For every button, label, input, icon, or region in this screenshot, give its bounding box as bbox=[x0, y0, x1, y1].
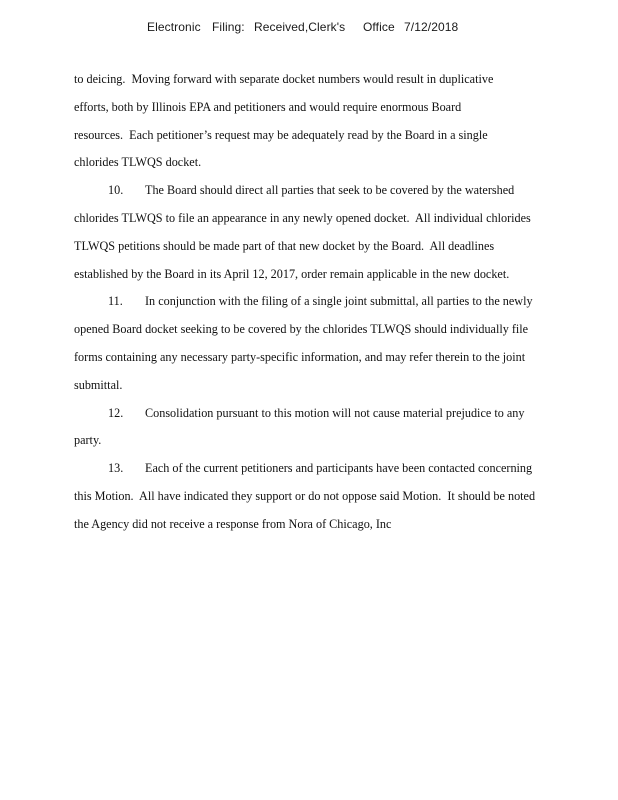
paragraph-number: 11. bbox=[108, 294, 123, 309]
text-line: Consolidation pursuant to this motion will not cause material prejudice to any bbox=[145, 405, 525, 420]
document-body bbox=[74, 66, 594, 539]
filing-stamp-word-received: Received,Clerk's bbox=[254, 20, 346, 34]
text-line: opened Board docket seeking to be covered by the chlorides TLWQS should individually file bbox=[74, 322, 529, 337]
continued-paragraph bbox=[74, 66, 594, 177]
paragraph-number: 10. bbox=[108, 183, 124, 198]
text-line: Each of the current petitioners and participants have been contacted concerning bbox=[145, 461, 533, 476]
paragraph-first-line bbox=[74, 177, 594, 205]
text-line: The Board should direct all parties that seek to be covered by the watershed bbox=[145, 183, 515, 198]
text-line: submittal. bbox=[74, 377, 123, 392]
paragraph-12 bbox=[74, 400, 594, 456]
text-line: this Motion. All have indicated they support or do not oppose said Motion. It should be noted bbox=[74, 488, 536, 503]
paragraph-11 bbox=[74, 288, 594, 399]
text-line: TLWQS petitions should be made part of that new docket by the Board. All deadlines bbox=[74, 238, 495, 253]
text-line: forms containing any necessary party-specific information, and may refer therein to the joint bbox=[74, 349, 526, 364]
text-line: chlorides TLWQS to file an appearance in any newly opened docket. All individual chlorides bbox=[74, 210, 531, 225]
text-line: efforts, both by Illinois EPA and petitioners and would require enormous Board bbox=[74, 99, 462, 114]
paragraph-first-line bbox=[74, 455, 594, 483]
paragraph-first-line bbox=[74, 288, 594, 316]
paragraph-number: 13. bbox=[108, 461, 124, 476]
paragraph-13 bbox=[74, 455, 594, 538]
paragraph-10 bbox=[74, 177, 594, 288]
text-line: the Agency did not receive a response from Nora of Chicago, Inc bbox=[74, 516, 392, 531]
filing-stamp-word-filing: Filing: bbox=[212, 20, 245, 34]
filing-stamp-word-electronic: Electronic bbox=[147, 20, 201, 34]
text-line: chlorides TLWQS docket. bbox=[74, 155, 202, 170]
text-line: to deicing. Moving forward with separate docket numbers would result in duplicative bbox=[74, 72, 494, 86]
text-line: resources. Each petitioner’s request may be adequately read by the Board in a single bbox=[74, 127, 488, 142]
paragraph-number: 12. bbox=[108, 405, 124, 420]
filing-stamp-date: 7/12/2018 bbox=[404, 20, 459, 34]
filing-stamp-word-office: Office bbox=[363, 20, 395, 34]
text-line: party. bbox=[74, 433, 102, 448]
text-line: established by the Board in its April 12, 2017, order remain applicable in the new docket. bbox=[74, 266, 510, 281]
paragraph-first-line bbox=[74, 400, 594, 428]
text-line: In conjunction with the filing of a single joint submittal, all parties to the newly bbox=[145, 294, 533, 309]
